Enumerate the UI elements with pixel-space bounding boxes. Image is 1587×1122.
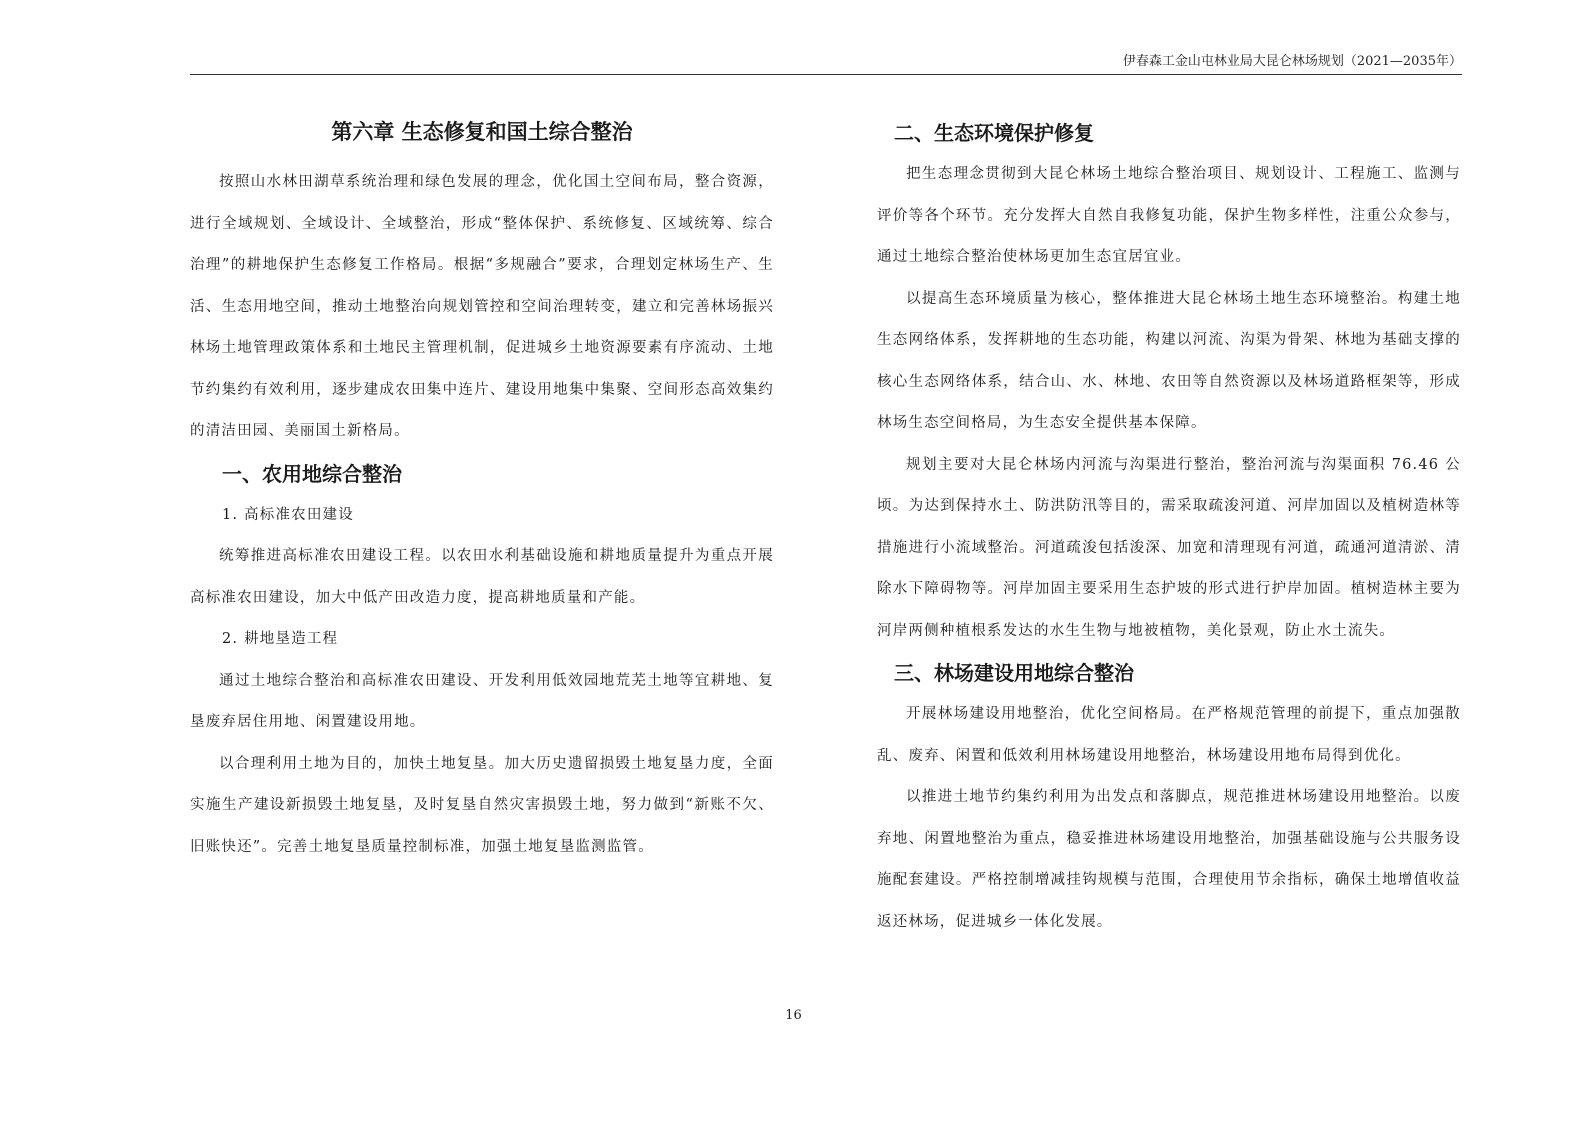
running-header: [190, 52, 1462, 75]
section-3-paragraph-1: 开展林场建设用地整治，优化空间格局。在严格规范管理的前提下，重点加强散乱、废弃、闲置和低效利用林场建设用地整治，林场建设用地布局得到优化。: [877, 706, 1461, 764]
subsection-2-text-2: 以合理利用土地为目的，加快土地复垦。加大历史遗留损毁土地复垦力度，全面实施生产建设新损毁土地复垦，及时复垦自然灾害损毁土地，努力做到“新账不欠、旧账快还”。完善土地复垦质量控制标准，加强土地复垦监测监管。: [190, 755, 774, 855]
subsection-1-title: 1. 高标准农田建设: [222, 506, 354, 523]
section-2-paragraph-2: 以提高生态环境质量为核心，整体推进大昆仑林场土地生态环境整治。构建土地生态网络体系，发挥耕地的生态功能，构建以河流、沟渠为骨架、林地为基础支撑的核心生态网络体系，结合山、水、林地、农田等自然资源以及林场道路框架等，形成林场生态空间格局，为生态安全提供基本保障。: [877, 290, 1461, 431]
section-2-paragraph-3: 规划主要对大昆仑林场内河流与沟渠进行整治，整治河流与沟渠面积 76.46 公顷。为达到保持水土、防洪防汛等目的，需采取疏浚河道、河岸加固以及植树造林等措施进行小流域整治。河道疏浚包括浚深、加宽和清理现有河道，疏通河道清淤、清除水下障碍物等。河岸加固主要采用生态护坡的形式进行护岸加固。植树造林主要为河岸两侧种植根系发达的水生生物与地被植物，美化景观，防止水土流失。: [877, 456, 1461, 639]
section-3-paragraph-2: 以推进土地节约集约利用为出发点和落脚点，规范推进林场建设用地整治。以废弃地、闲置地整治为重点，稳妥推进林场建设用地整治，加强基础设施与公共服务设施配套建设。严格控制增减挂钩规模与范围，合理使用节余指标，确保土地增值收益返还林场，促进城乡一体化发展。: [877, 789, 1461, 930]
left-column: [190, 112, 774, 868]
header-title: 伊春森工金山屯林业局大昆仑林场规划（2021—2035年）: [1122, 54, 1462, 69]
section-1-title: 一、农用地综合整治: [222, 461, 402, 486]
section-2-paragraph-1: 把生态理念贯彻到大昆仑林场土地综合整治项目、规划设计、工程施工、监测与评价等各个环节。充分发挥大自然自我修复功能，保护生物多样性，注重公众参与，通过土地综合整治使林场更加生态宜居宜业。: [877, 166, 1461, 265]
subsection-2-text-1: 通过土地综合整治和高标准农田建设、开发利用低效园地荒芜土地等宜耕地、复垦废弃居住用地、闲置建设用地。: [190, 672, 774, 730]
section-3-title: 三、林场建设用地综合整治: [894, 661, 1134, 685]
subsection-1-text: 统筹推进高标准农田建设工程。以农田水利基础设施和耕地质量提升为重点开展高标准农田建设，加大中低产田改造力度，提高耕地质量和产能。: [190, 548, 774, 606]
chapter-title: 第六章 生态修复和国土综合整治: [331, 120, 633, 144]
subsection-2-title: 2. 耕地垦造工程: [222, 631, 339, 647]
page-number: 16: [785, 1008, 802, 1023]
section-2-title: 二、生态环境保护修复: [894, 121, 1094, 145]
right-column: [877, 112, 1461, 943]
chapter-intro: 按照山水林田湖草系统治理和绿色发展的理念，优化国土空间布局，整合资源，进行全域规划、全域设计、全域整治，形成“整体保护、系统修复、区域统筹、综合治理”的耕地保护生态修复工作格局。根据“多规融合”要求，合理划定林场生产、生活、生态用地空间，推动土地整治向规划管控和空间治理转变，建立和完善林场振兴林场土地管理政策体系和土地民主管理机制，促进城乡土地资源要素有序流动、土地节约集约有效利用，逐步建成农田集中连片、建设用地集中集聚、空间形态高效集约的清洁田园、美丽国土新格局。: [190, 174, 774, 439]
